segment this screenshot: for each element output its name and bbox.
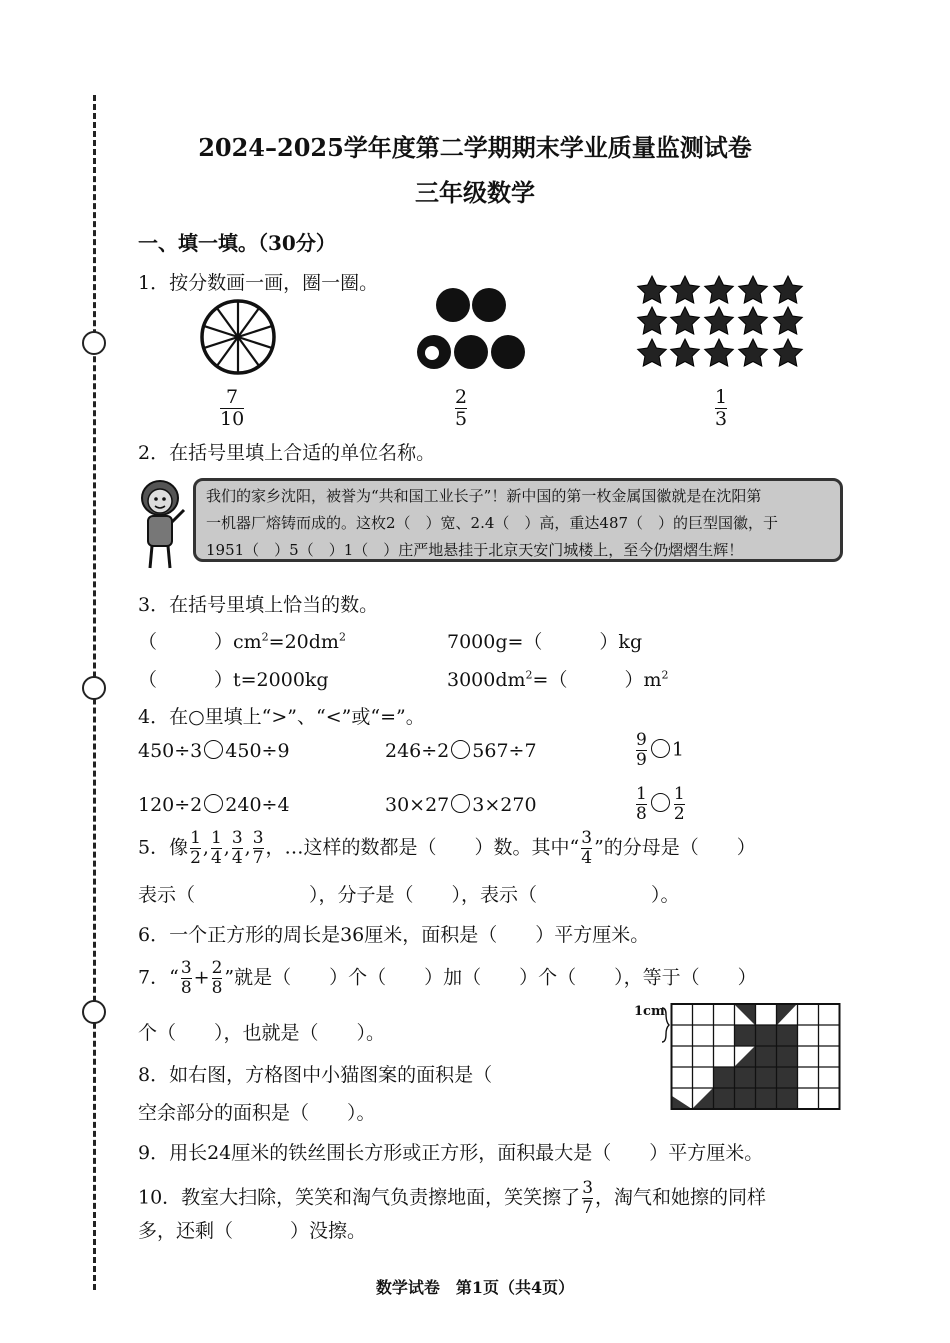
binding-hole — [82, 1000, 106, 1024]
binding-hole — [82, 331, 106, 355]
q4-compare: 246÷2 567÷7 — [385, 740, 537, 762]
question-10: 10．教室大扫除，笑笑和淘气负责擦地面，笑笑擦了 $\frac{3}{7}$ ，淘气和她擦的同样 — [138, 1178, 767, 1218]
question-3: 3．在括号里填上恰当的数。 — [138, 594, 379, 616]
q4-compare: 450÷3 450÷9 — [138, 740, 290, 762]
question-5: 5．像 $\frac{1}{2}$ , $\frac{1}{4}$ , $\frac{3}{4}$ , $\frac{3}{7}$ ，…这样的数都是（ ）数。其中“ $\frac{3}{4}$ ”的分母是（ ） — [138, 828, 756, 868]
fraction-1-3: $\frac{1}{3}$ — [715, 386, 728, 430]
q4-compare: 120÷2 240÷4 — [138, 794, 290, 816]
q3-item-b: 7000g=（ ）kg — [447, 631, 643, 653]
fraction-7-10: $\frac{7}{10}$ — [220, 386, 245, 430]
page-subtitle: 三年级数学 — [415, 178, 535, 207]
question-8: 8．如右图，方格图中小猫图案的面积是（ — [138, 1064, 493, 1086]
question-7: 7．“ $\frac{3}{8}$ + $\frac{2}{8}$ ”就是（ ）个（ ）加（ ）个（ ），等于（ ） — [138, 958, 757, 998]
section-heading: 一、填一填。（30分） — [138, 231, 336, 255]
child-illustration — [136, 476, 192, 572]
reading-banner — [193, 478, 843, 562]
question-8-line2: 空余部分的面积是（ ）。 — [138, 1102, 376, 1124]
fraction-2-5: $\frac{2}{5}$ — [455, 386, 468, 430]
question-6: 6．一个正方形的周长是36厘米，面积是（ ）平方厘米。 — [138, 924, 650, 946]
q3-item-d: $3000dm^2=$（ ）$m^2$ — [447, 668, 669, 691]
banner-line: 我们的家乡沈阳，被誉为“共和国工业长子”！新中国的第一枚金属国徽就是在沈阳第 — [206, 487, 762, 505]
page-title: 2024–2025学年度第二学期期末学业质量监测试卷 — [198, 133, 752, 162]
question-5-line2: 表示（ ），分子是（ ），表示（ ）。 — [138, 884, 680, 906]
q4-compare: $\frac{9}{9}$ 1 — [636, 730, 684, 770]
q4-compare: 30×27 3×270 — [385, 794, 537, 816]
stars-figure — [632, 270, 812, 375]
question-1: 1．按分数画一画，圈一圈。 — [138, 272, 379, 294]
wheel-figure — [198, 297, 278, 377]
question-9: 9．用长24厘米的铁丝围长方形或正方形，面积最大是（ ）平方厘米。 — [138, 1142, 764, 1164]
question-7-line2: 个（ ），也就是（ ）。 — [138, 1022, 386, 1044]
question-4: 4．在○里填上“>”、“<”或“=”。 — [138, 706, 425, 728]
apples-figure — [410, 285, 532, 375]
q4-compare: $\frac{1}{8}$ $\frac{1}{2}$ — [636, 784, 685, 824]
q3-item-a: （ ）$cm^2=20dm^2$ — [138, 630, 346, 653]
question-10-line2: 多，还剩（ ）没擦。 — [138, 1220, 367, 1242]
banner-line: 1951（ ）5（ ）1（ ）庄严地悬挂于北京天安门城楼上，至今仍熠熠生辉！ — [206, 541, 744, 559]
question-2: 2．在括号里填上合适的单位名称。 — [138, 442, 436, 464]
binding-hole — [82, 676, 106, 700]
cat-grid-figure — [660, 1002, 842, 1122]
page-footer: 数学试卷 第1页（共4页） — [375, 1278, 575, 1297]
grid-scale-label: 1cm — [634, 1004, 665, 1019]
q3-item-c: （ ）t=2000kg — [138, 669, 329, 691]
banner-line: 一机器厂熔铸而成的。这枚2（ ）宽、2.4（ ）高，重达487（ ）的巨型国徽，于 — [206, 514, 779, 532]
